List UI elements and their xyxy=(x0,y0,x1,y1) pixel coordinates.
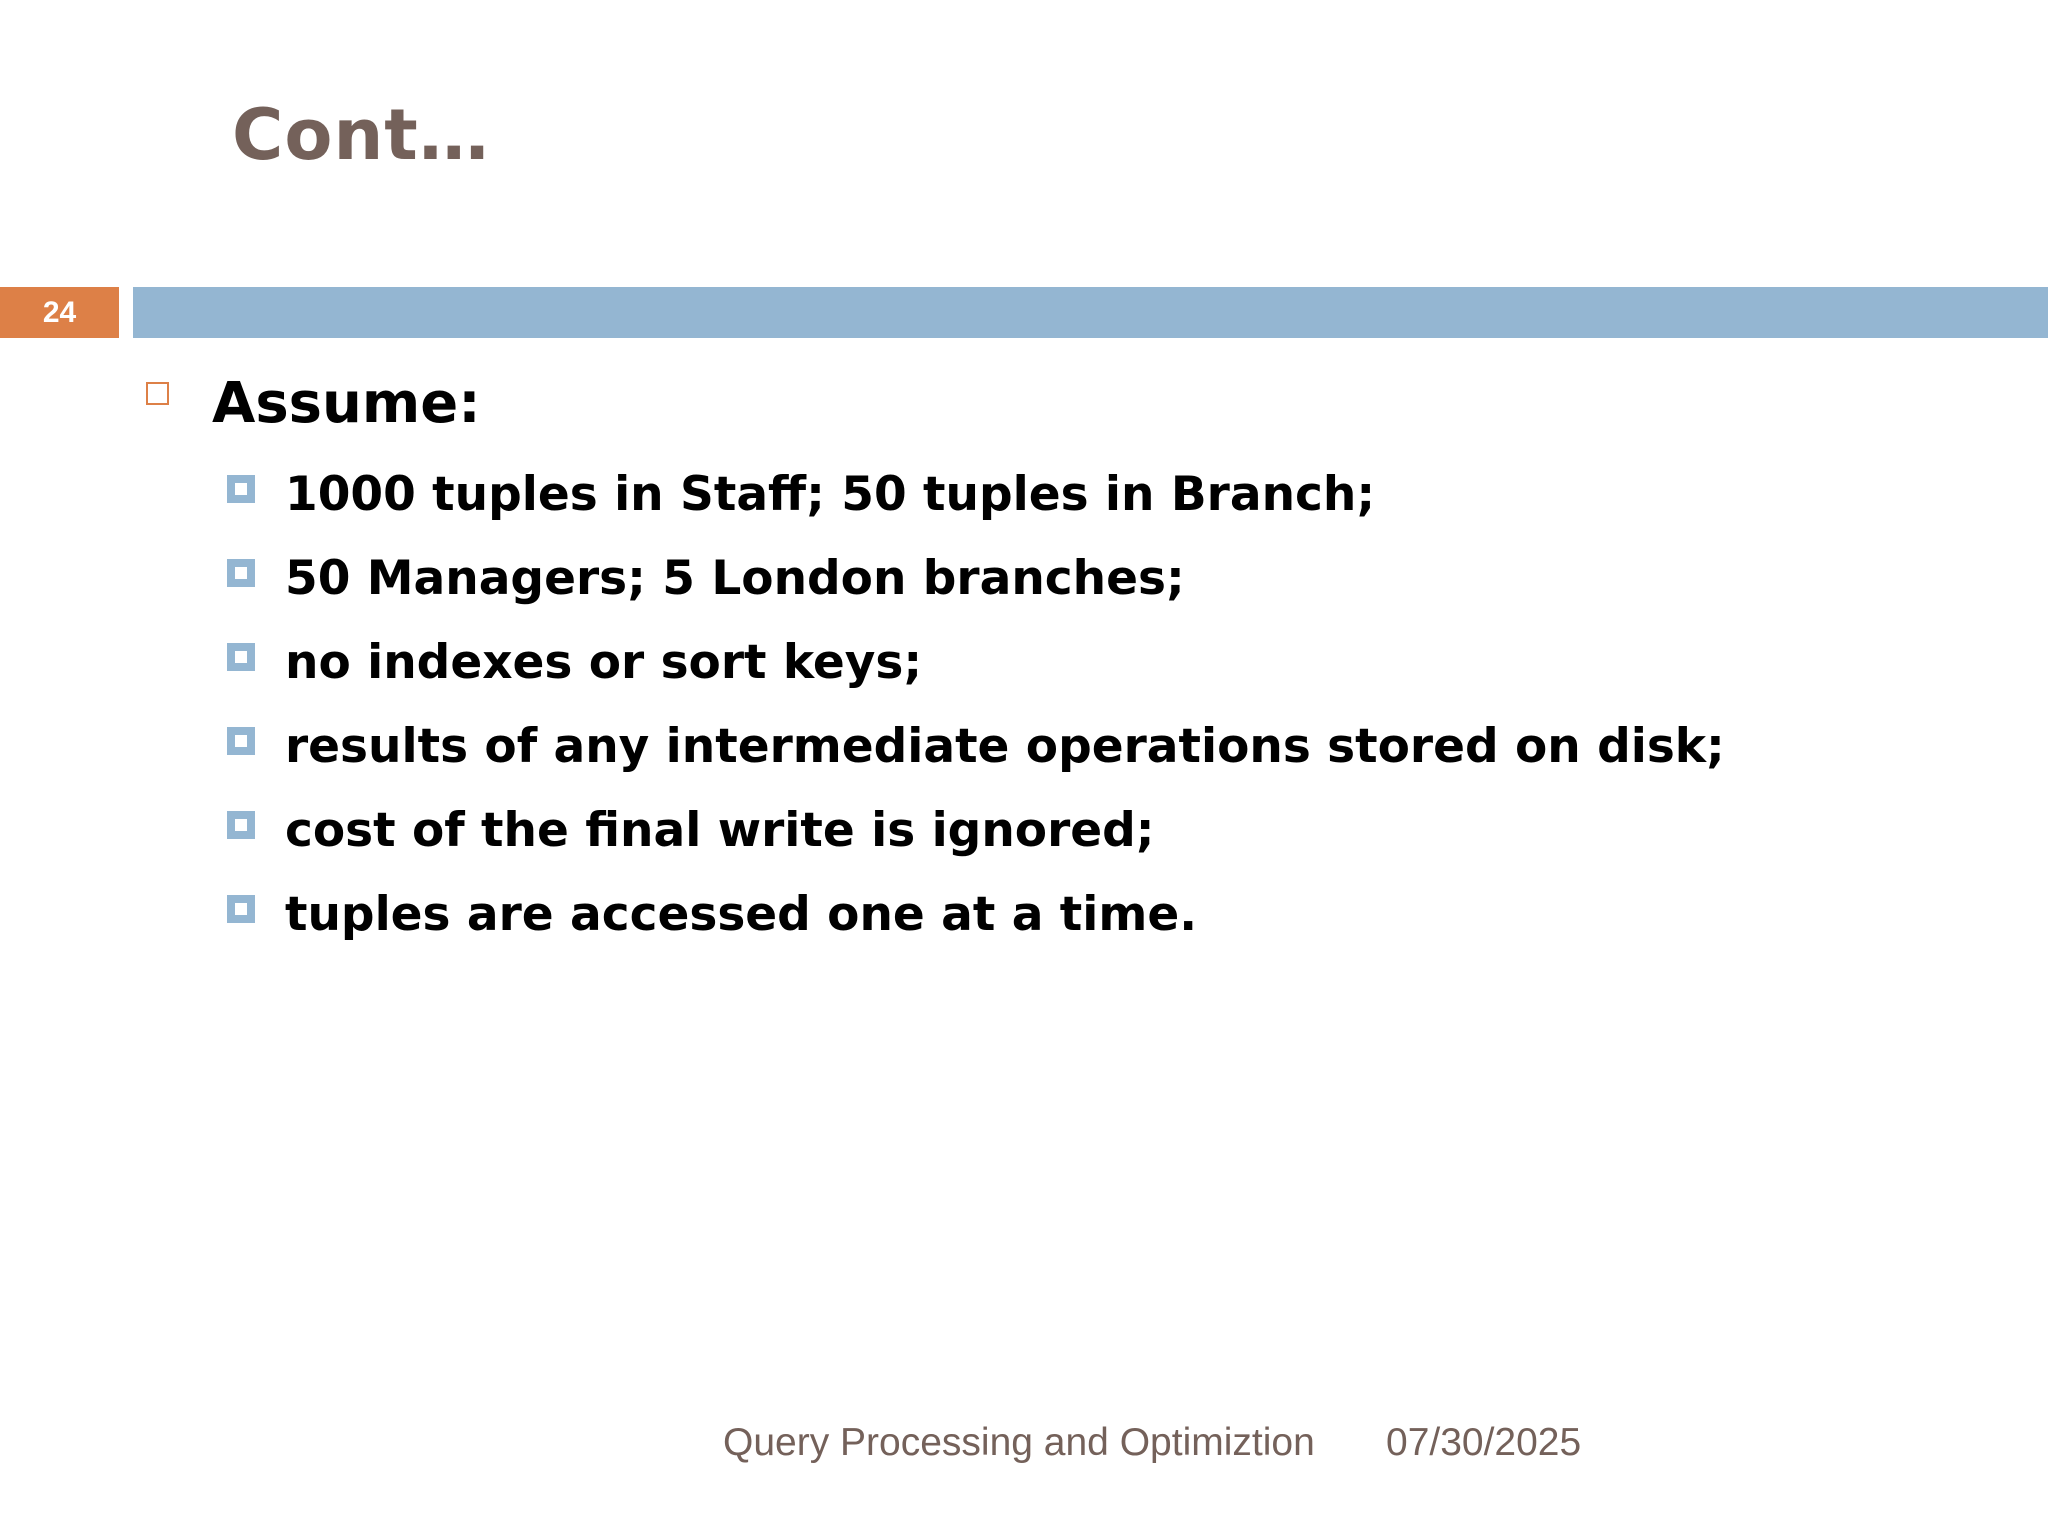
square-bullet-icon xyxy=(227,895,255,923)
list-item-text: 50 Managers; 5 London branches; xyxy=(285,551,1185,606)
list-item xyxy=(0,719,2048,803)
list-item xyxy=(0,887,2048,971)
slide-number: 24 xyxy=(0,287,119,338)
square-bullet-icon xyxy=(227,475,255,503)
list-item xyxy=(0,803,2048,887)
list-item xyxy=(0,635,2048,719)
square-bullet-icon xyxy=(227,811,255,839)
list-item-text: cost of the final write is ignored; xyxy=(285,803,1155,858)
bullet-heading: Assume: xyxy=(212,371,481,436)
square-bullet-icon xyxy=(227,727,255,755)
list-item xyxy=(0,467,2048,551)
list-item-text: tuples are accessed one at a time. xyxy=(285,887,1198,942)
list-item-text: no indexes or sort keys; xyxy=(285,635,923,690)
list-item xyxy=(0,551,2048,635)
square-bullet-icon xyxy=(227,643,255,671)
slide-title: Cont… xyxy=(232,94,490,176)
list-item-text: results of any intermediate operations stored on disk; xyxy=(285,719,1725,774)
footer-title: Query Processing and Optimiztion xyxy=(723,1421,1315,1464)
square-bullet-icon xyxy=(227,559,255,587)
list-item-text: 1000 tuples in Staff; 50 tuples in Branch; xyxy=(285,467,1376,522)
footer-date: 07/30/2025 xyxy=(1386,1421,1582,1464)
hollow-square-bullet-icon xyxy=(146,382,169,405)
